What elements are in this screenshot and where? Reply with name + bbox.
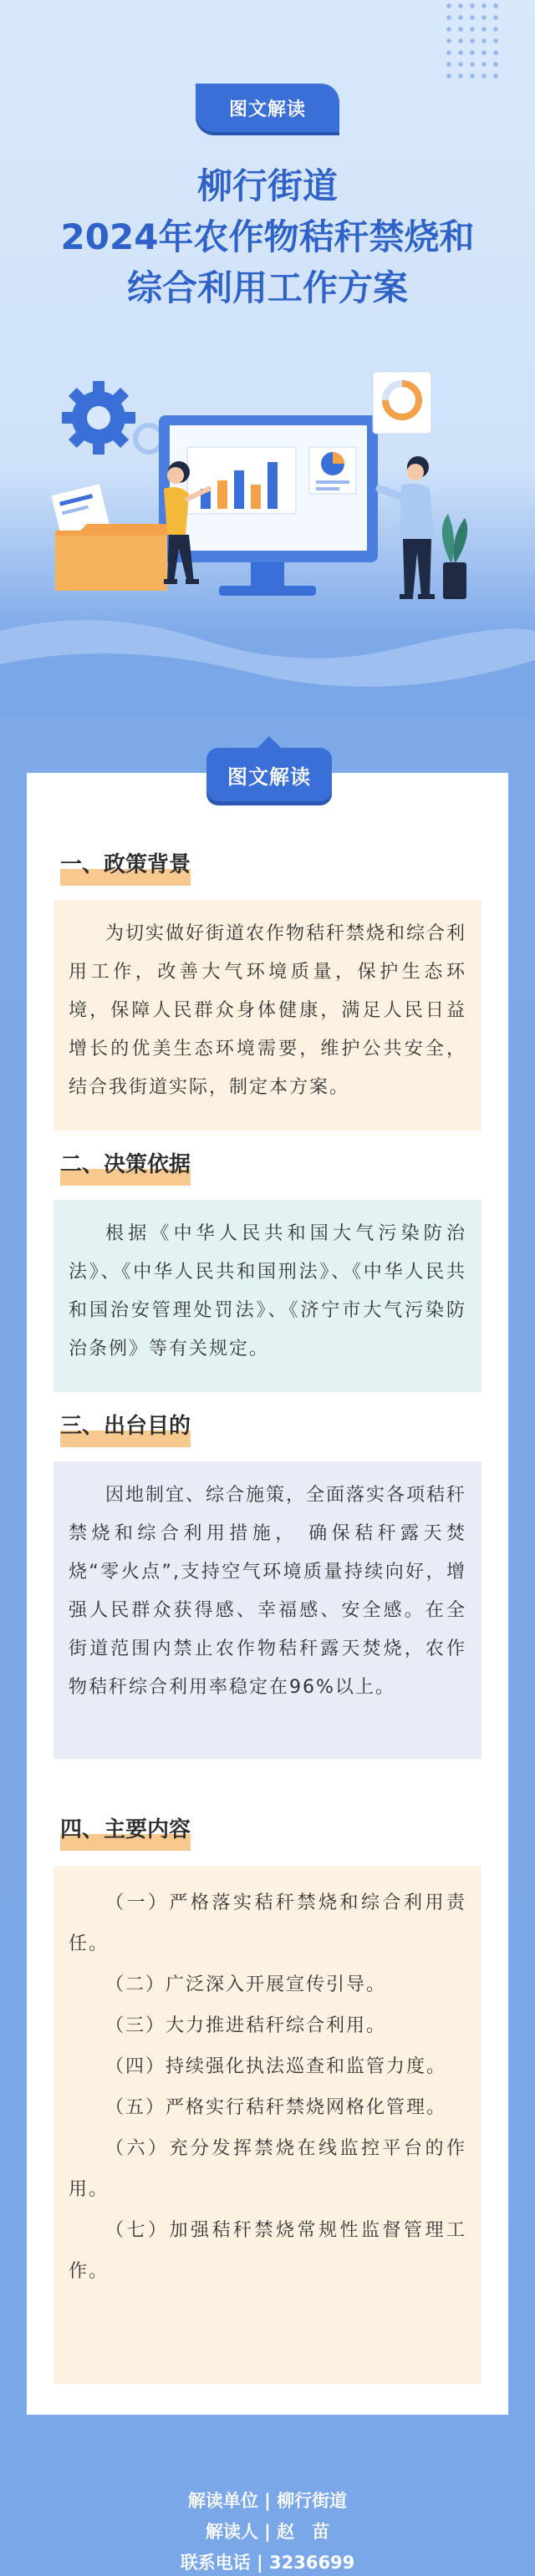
list-item: （二）广泛深入开展宣传引导。 xyxy=(105,1974,387,1995)
list-item: （一）严格落实秸秆禁烧和综合利用责任。 xyxy=(69,1893,466,1954)
donut-chart-icon xyxy=(373,372,431,434)
list-item: （五）严格实行秸秆禁烧网格化管理。 xyxy=(105,2097,447,2118)
title-line-1: 柳行街道 xyxy=(196,165,338,206)
list-item: （四）持续强化执法巡查和监管力度。 xyxy=(105,2056,447,2077)
section-body-purpose: 因地制宜、综合施策，全面落实各项秸秆禁烧和综合利用措施， 确保秸秆露天焚烧“零火点”,支持空气环境质量持续向好，增强人民群众获得感、幸福感、安全感。在全街道范围内禁止农作物秸秆露天焚烧，农作物秸秆综合利用率稳定在96%以上。 xyxy=(54,1461,482,1759)
list-item: （六）充分发挥禁烧在线监控平台的作用。 xyxy=(69,2138,466,2200)
card-badge: 图文解读 xyxy=(206,748,332,801)
footer-unit: 解读单位 | 柳行街道 xyxy=(187,2491,348,2511)
list-item: （三）大力推进秸秆综合利用。 xyxy=(105,2015,387,2036)
header-badge: 图文解读 xyxy=(196,84,339,132)
section-heading-policy-background: 一、政策背景 xyxy=(60,851,191,887)
decorative-dots xyxy=(443,0,502,84)
footer-credits xyxy=(0,2486,535,2576)
gear-icon xyxy=(62,381,135,455)
title-line-2: 2024年农作物秸秆禁烧和 xyxy=(60,216,475,257)
section-body-policy-background: 为切实做好街道农作物秸秆禁烧和综合利用工作，改善大气环境质量，保护生态环境，保障人民群众身体健康，满足人民日益增长的优美生态环境需要，维护公共安全，结合我街道实际，制定本方案。 xyxy=(54,900,482,1130)
office-illustration xyxy=(0,363,535,631)
section-heading-main-content: 四、主要内容 xyxy=(60,1816,191,1852)
section-body-decision-basis: 根据《中华人民共和国大气污染防治法》、《中华人民共和国刑法》、《中华人民共和国治安管理处罚法》、《济宁市大气污染防治条例》等有关规定。 xyxy=(54,1200,482,1392)
section-heading-purpose: 三、出台目的 xyxy=(60,1412,191,1449)
section-heading-decision-basis: 二、决策依据 xyxy=(60,1151,191,1187)
folder-icon xyxy=(51,483,167,591)
section-body-main-content xyxy=(54,1866,482,2384)
footer-phone: 联系电话 | 3236699 xyxy=(180,2553,355,2573)
wave-decoration xyxy=(0,614,535,714)
plant-icon xyxy=(442,514,467,599)
person-standing-illustration xyxy=(380,456,435,599)
footer-person: 解读人 | 赵 苗 xyxy=(205,2522,330,2542)
list-item: （七）加强秸秆禁烧常规性监督管理工作。 xyxy=(69,2220,466,2282)
page-title xyxy=(0,160,535,313)
small-gear-icon xyxy=(135,425,162,452)
title-line-3: 综合利用工作方案 xyxy=(126,267,408,308)
